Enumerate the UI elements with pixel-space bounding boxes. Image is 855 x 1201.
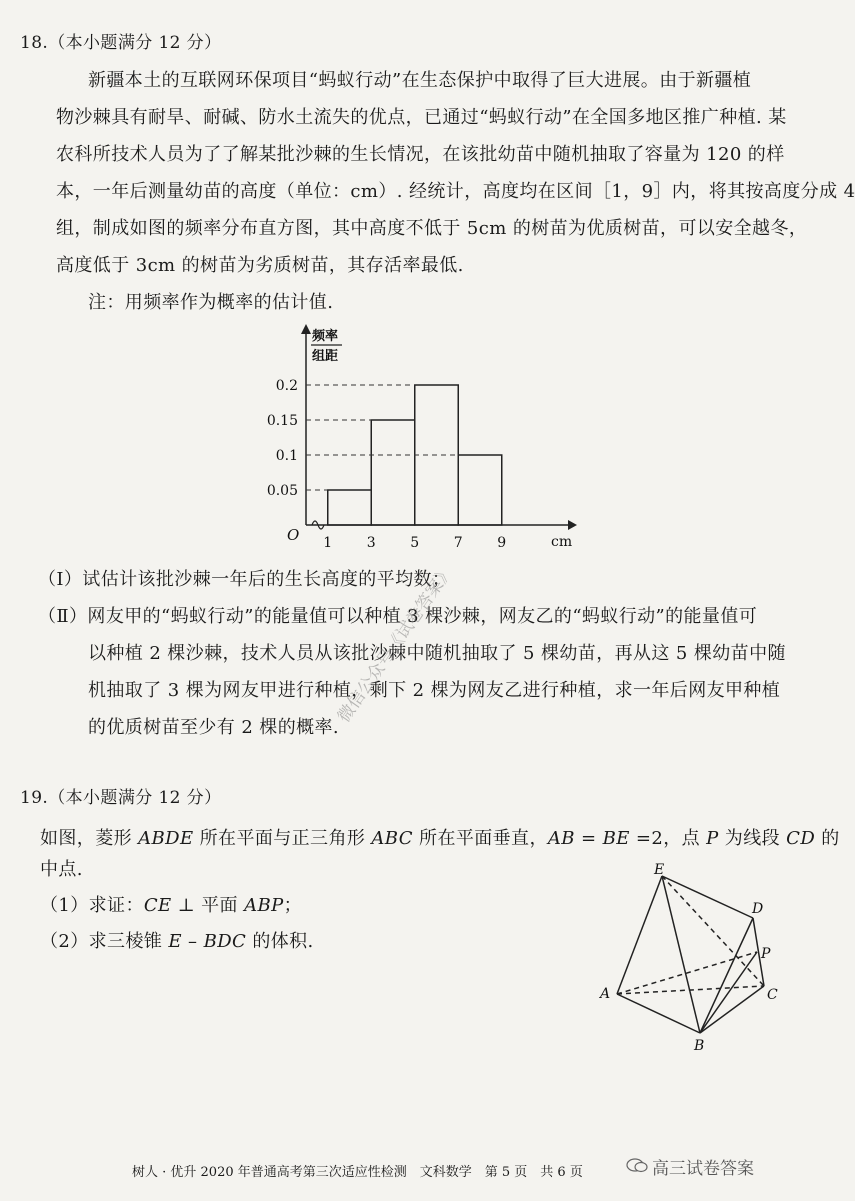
edge-AB (617, 994, 700, 1033)
q19-line2: 中点. (40, 859, 83, 880)
watermark-diagonal: 微信公众号《试卷答案》 (334, 561, 458, 727)
edge-EA (617, 876, 662, 994)
wechat-icon (626, 1157, 648, 1173)
x-axis-label: cm (551, 534, 573, 550)
q18-line: 本，一年后测量幼苗的高度（单位：cm）. 经统计，高度均在区间［1，9］内，将其按高度分成 4 (56, 181, 855, 202)
histogram-bar (328, 490, 372, 525)
q18-part2-line: 以种植 2 棵沙棘，技术人员从该批沙棘中随机抽取了 5 棵幼苗，再从这 5 棵幼苗中随 (88, 643, 786, 664)
edge-BD (700, 918, 753, 1033)
edge-EB (662, 876, 700, 1033)
y-axis-label-bottom: 组距 (312, 349, 339, 364)
x-axis-arrow (568, 520, 577, 530)
q19-part2: （2）求三棱锥 E – BDC 的体积. (40, 931, 314, 952)
q18-line: 农科所技术人员为了了解某批沙棘的生长情况，在该批幼苗中随机抽取了容量为 120 的样 (56, 144, 785, 165)
watermark-bottom: 高三试卷答案 (652, 1159, 754, 1179)
label-P: P (761, 946, 771, 962)
q18-line: 组，制成如图的频率分布直方图，其中高度不低于 5cm 的树苗为优质树苗，可以安全越冬， (56, 218, 808, 239)
x-tick-label: 7 (453, 535, 463, 551)
edge-EC (662, 876, 764, 986)
q18-part2-line: 的优质树苗至少有 2 棵的概率. (88, 717, 340, 738)
y-tick-label: 0.15 (266, 413, 298, 429)
q19-part1: （1）求证：CE ⊥ 平面 ABP； (40, 895, 303, 916)
label-B: B (694, 1038, 705, 1054)
q18-line: 物沙棘具有耐旱、耐碱、防水土流失的优点，已通过“蚂蚁行动”在全国多地区推广种植. 某 (56, 107, 787, 128)
q18-note: 注：用频率作为概率的估计值. (88, 292, 334, 313)
y-tick-label: 0.1 (275, 448, 298, 464)
histogram-bar (458, 455, 502, 525)
q19-line1: 如图，菱形 ABDE 所在平面与正三角形 ABC 所在平面垂直，AB = BE =2，点 P 为线段 CD 的 (40, 828, 840, 849)
q18-part2-line: 机抽取了 3 棵为网友甲进行种植，剩下 2 棵为网友乙进行种植，求一年后网友甲种植 (88, 680, 781, 701)
label-C: C (767, 987, 778, 1003)
y-tick-label: 0.05 (266, 483, 298, 499)
pyramid-figure (590, 860, 800, 1060)
page-footer: 树人 · 优升 2020 年普通高考第三次适应性检测 文科数学 第 5 页 共 6 页 (132, 1165, 583, 1180)
x-tick-label: 5 (410, 535, 420, 551)
q19-header: 19.（本小题满分 12 分） (20, 788, 222, 808)
edge-ED (662, 876, 753, 918)
edge-BC (700, 986, 764, 1033)
label-D: D (752, 901, 764, 917)
origin-label: O (287, 526, 300, 544)
label-A: A (600, 986, 611, 1002)
x-tick-label: 3 (366, 535, 376, 551)
x-tick-label: 9 (497, 535, 507, 551)
y-axis-label-top: 频率 (312, 329, 339, 344)
q18-header: 18.（本小题满分 12 分） (20, 33, 222, 53)
histogram-group (267, 324, 577, 551)
histogram-bar (371, 420, 415, 525)
q18-part1: （Ⅰ）试估计该批沙棘一年后的生长高度的平均数； (38, 569, 451, 590)
q18-part2-line: （Ⅱ）网友甲的“蚂蚁行动”的能量值可以种植 3 棵沙棘，网友乙的“蚂蚁行动”的能量值可 (38, 606, 758, 627)
y-tick-label: 0.2 (275, 378, 298, 394)
x-tick-label: 1 (323, 535, 333, 551)
y-axis-arrow (301, 324, 311, 334)
q18-line: 新疆本土的互联网环保项目“蚂蚁行动”在生态保护中取得了巨大进展。由于新疆植 (88, 70, 752, 91)
label-E: E (654, 862, 665, 878)
edge-BP (700, 952, 757, 1033)
q18-line: 高度低于 3cm 的树苗为劣质树苗，其存活率最低. (56, 255, 464, 276)
